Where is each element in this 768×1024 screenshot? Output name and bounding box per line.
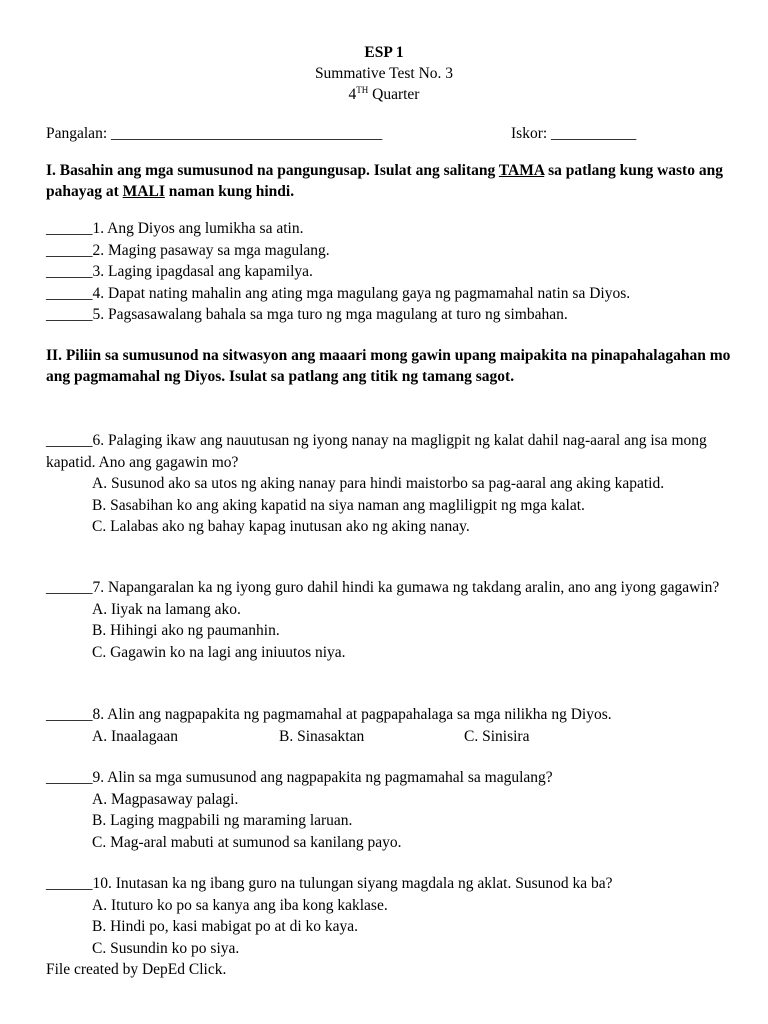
question-9-option-b: B. Laging magpabili ng maraming laruan.	[92, 812, 353, 829]
document-header	[0, 42, 768, 105]
tama-keyword: TAMA	[498, 162, 545, 179]
name-field[interactable]: Pangalan: ___________________________________	[46, 125, 383, 142]
question-9	[46, 767, 736, 853]
student-info-row	[46, 123, 736, 144]
instruction-text-3: naman kung hindi.	[164, 183, 295, 200]
question-7-option-a: A. Iiyak na lamang ako.	[92, 600, 241, 618]
quarter-suffix: TH	[356, 84, 369, 95]
question-10	[46, 873, 736, 959]
question-10-option-b: B. Hindi po, kasi mabigat po at di ko kaya.	[92, 918, 359, 935]
section-1-instruction	[46, 160, 736, 202]
footer-credit: File created by DepEd Click.	[46, 961, 227, 978]
question-7-option-c: C. Gagawin ko na lagi ang iniuutos niya.	[92, 643, 346, 661]
question-9-option-a: A. Magpasaway palagi.	[92, 790, 239, 808]
question-6	[46, 430, 736, 538]
question-6-option-b: B. Sasabihan ko ang aking kapatid na siya naman ang magliligpit ng mga kalat.	[92, 496, 585, 514]
quarter-title	[0, 84, 768, 105]
mali-keyword: MALI	[122, 183, 165, 200]
question-10-stem[interactable]: ______10. Inutasan ka ng ibang guro na tulungan siyang magdala ng aklat. Susunod ka ba?	[46, 875, 613, 892]
question-8-option-c: C. Sinisira	[464, 727, 530, 745]
item-3[interactable]: ______3. Laging ipagdasal ang kapamilya.	[46, 263, 313, 280]
item-1[interactable]: ______1. Ang Diyos ang lumikha sa atin.	[46, 220, 304, 237]
question-8-option-b: B. Sinasaktan	[279, 727, 365, 745]
test-title: Summative Test No. 3	[314, 65, 454, 82]
instruction-text-1: I. Basahin ang mga sumusunod na pangungusap. Isulat ang salitang	[46, 162, 499, 179]
question-8-options	[46, 726, 736, 748]
item-5[interactable]: ______5. Pagsasawalang bahala sa mga turo ng mga magulang at turo ng simbahan.	[46, 306, 568, 323]
instruction-text-2: sa patlang kung wasto ang pahayag at	[46, 162, 723, 200]
question-10-option-c: C. Susundin ko po siya.	[92, 939, 240, 957]
question-7-option-b: B. Hihingi ako ng paumanhin.	[92, 622, 280, 639]
question-6-option-c: C. Lalabas ako ng bahay kapag inutusan ako ng aking nanay.	[92, 518, 470, 535]
item-2[interactable]: ______2. Maging pasaway sa mga magulang.	[46, 241, 330, 259]
question-7-stem[interactable]: ______7. Napangaralan ka ng iyong guro dahil hindi ka gumawa ng takdang aralin, ano ang iyong gagawin?	[46, 579, 720, 596]
item-4[interactable]: ______4. Dapat nating mahalin ang ating mga magulang gaya ng pagmamahal natin sa Diyos.	[46, 284, 631, 302]
section-1-items	[46, 218, 736, 326]
question-8	[46, 704, 736, 747]
quarter-number: 4	[348, 86, 357, 103]
question-6-option-a: A. Susunod ako sa utos ng aking nanay para hindi maistorbo sa pag-aaral ang aking kapatid.	[92, 475, 665, 492]
question-10-option-a: A. Ituturo ko po sa kanya ang iba kong kaklase.	[92, 896, 388, 914]
section-2-instruction: II. Piliin sa sumusunod na sitwasyon ang maaari mong gawin upang maipakita na pinapahalagahan mo ang pagmamahal ng Diyos. Isulat sa patlang ang titik ng tamang sagot.	[46, 347, 731, 385]
question-7	[46, 577, 736, 663]
question-8-stem[interactable]: ______8. Alin ang nagpapakita ng pagmamahal at pagpapahalaga sa mga nilikha ng Diyos.	[46, 706, 612, 723]
question-6-stem[interactable]: ______6. Palaging ikaw ang nauutusan ng iyong nanay na magligpit ng kalat dahil nag-aaral ang isa mong kapatid. Ano ang gagawin mo?	[46, 432, 707, 471]
subject-title: ESP 1	[364, 44, 404, 61]
question-9-option-c: C. Mag-aral mabuti at sumunod sa kanilang payo.	[92, 833, 402, 851]
quarter-word: Quarter	[372, 86, 420, 103]
score-field[interactable]: Iskor: ___________	[511, 125, 637, 142]
question-8-option-a: A. Inaalagaan	[92, 727, 179, 745]
question-9-stem[interactable]: ______9. Alin sa mga sumusunod ang nagpapakita ng pagmamahal sa magulang?	[46, 769, 553, 786]
